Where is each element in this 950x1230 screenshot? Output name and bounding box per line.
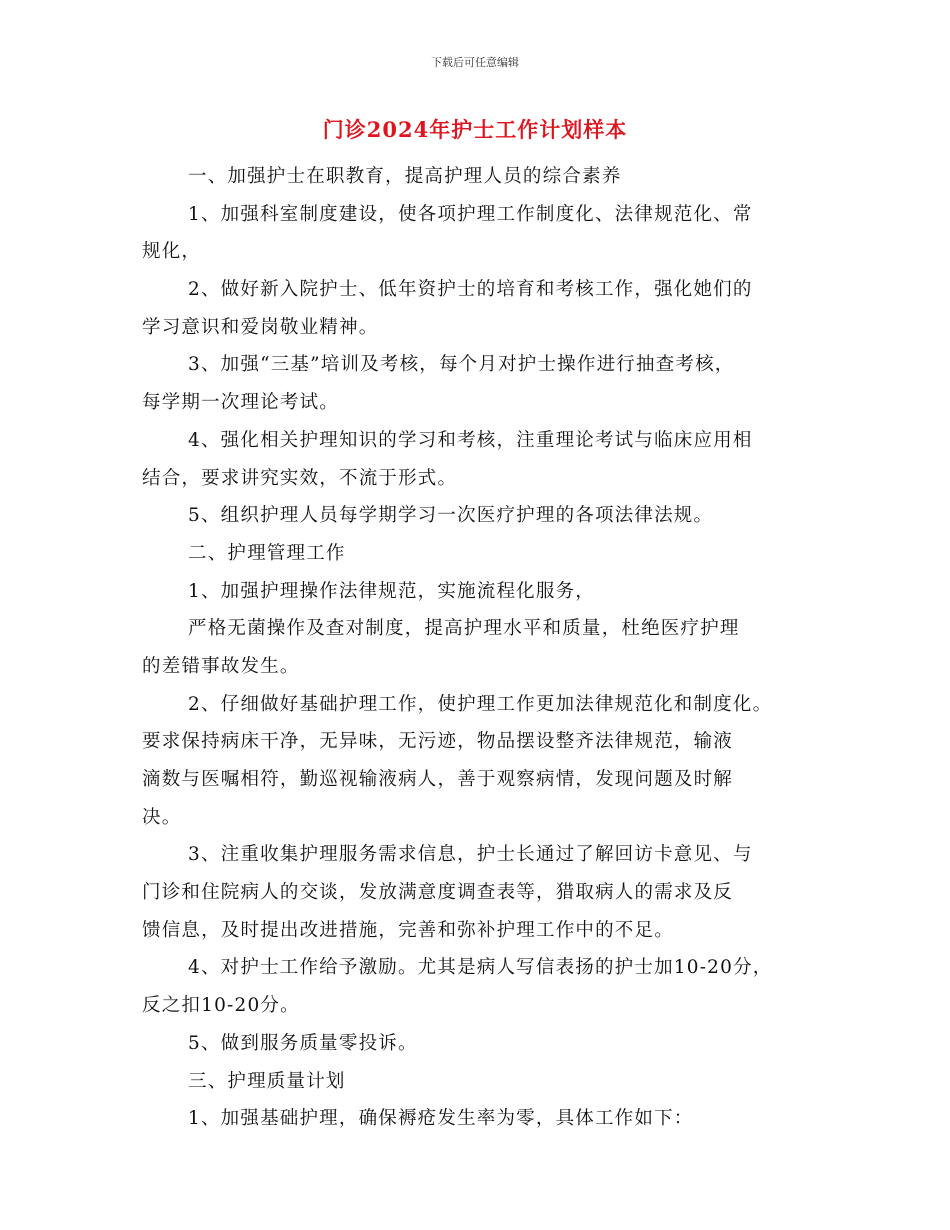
text-line: 规化， xyxy=(142,241,202,263)
text-line: 3、加强“三基”培训及考核，每个月对护士操作进行抽查考核， xyxy=(188,354,735,376)
text-line: 5、做到服务质量零投诉。 xyxy=(188,1032,418,1054)
text-line: 1、加强科室制度建设，使各项护理工作制度化、法律规范化、常 xyxy=(188,203,753,225)
text-line: 严格无菌操作及查对制度，提高护理水平和质量，杜绝医疗护理 xyxy=(188,618,740,640)
text-line: 的差错事故发生。 xyxy=(142,655,300,677)
text-line: 4、强化相关护理知识的学习和考核，注重理论考试与临床应用相 xyxy=(188,429,753,451)
text-line: 三、护理质量计划 xyxy=(188,1070,346,1092)
text-line: 滴数与医嘱相符，勤巡视输液病人，善于观察病情，发现问题及时解 xyxy=(142,769,734,790)
text-line: 4、对护士工作给予激励。尤其是病人写信表扬的护士加10-20分， xyxy=(188,957,773,979)
text-line: 学习意识和爱岗敬业精神。 xyxy=(142,316,379,338)
text-line: 5、组织护理人员每学期学习一次医疗护理的各项法律法规。 xyxy=(188,505,714,527)
text-line: 每学期一次理论考试。 xyxy=(142,392,340,414)
document-body xyxy=(142,158,822,1138)
text-line: 要求保持病床干净，无异味，无污迹，物品摆设整齐法律规范，输液 xyxy=(142,731,734,753)
text-line: 3、注重收集护理服务需求信息，护士长通过了解回访卡意见、与 xyxy=(188,844,753,866)
text-line: 门诊和住院病人的交谈，发放满意度调查表等，猎取病人的需求及反 xyxy=(142,882,734,904)
text-line: 馈信息，及时提出改进措施，完善和弥补护理工作中的不足。 xyxy=(142,919,674,941)
text-line: 反之扣10-20分。 xyxy=(142,995,300,1017)
header-note: 下载后可任意编辑 xyxy=(431,56,519,69)
text-line: 2、做好新入院护士、低年资护士的培育和考核工作，强化她们的 xyxy=(188,279,753,301)
text-line: 决。 xyxy=(142,806,182,828)
document-title: 门诊2024年护士工作计划样本 xyxy=(322,117,628,142)
text-line: 1、加强基础护理，确保褥疮发生率为零，具体工作如下： xyxy=(188,1108,694,1130)
text-line: 二、护理管理工作 xyxy=(188,542,346,564)
text-line: 1、加强护理操作法律规范，实施流程化服务， xyxy=(188,580,595,602)
text-line: 2、仔细做好基础护理工作，使护理工作更加法律规范化和制度化。 xyxy=(188,693,773,715)
text-line: 一、加强护士在职教育，提高护理人员的综合素养 xyxy=(188,166,622,187)
text-line: 结合，要求讲究实效，不流于形式。 xyxy=(142,467,458,489)
